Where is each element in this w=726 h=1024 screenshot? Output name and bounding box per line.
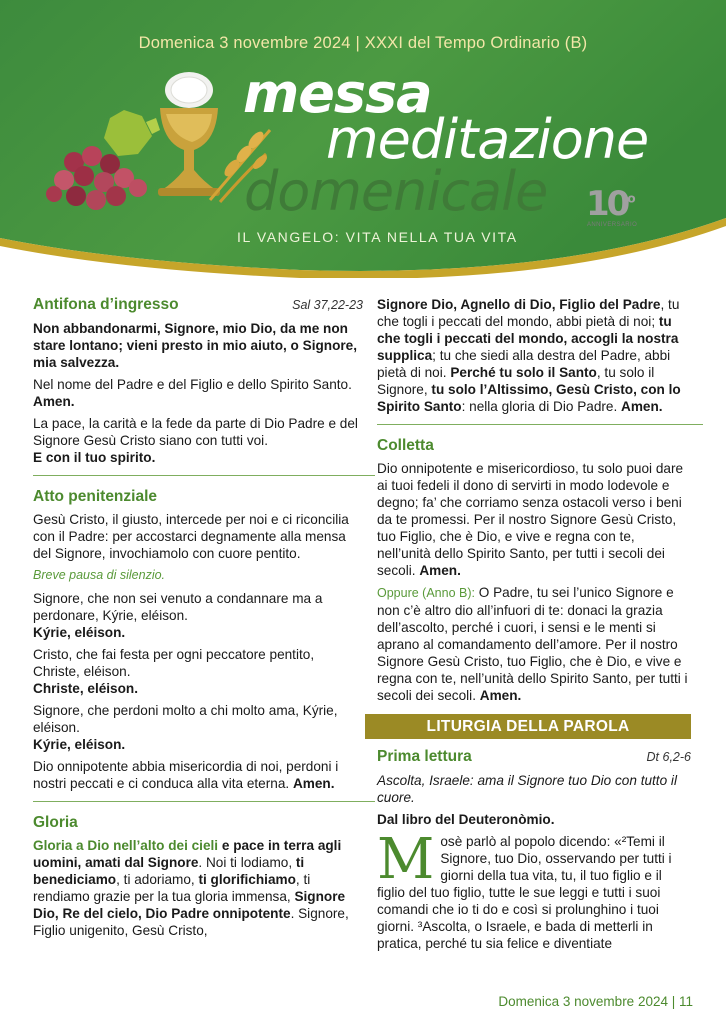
chalice-icon xyxy=(158,72,220,196)
reading-text: Mosè parlò al popolo dicendo: «²Temi il Signore, tuo Dio, osservando per tutti i giorni della tua vita, tu, il tuo figlio e il figlio del tuo figlio, tutte le sue leggi e tutti i suoi comandi che io ti do e così si prolunghino i tuoi giorni. ³Ascolta, o Israele, e bada di metterli in pratica, perché tu sia felice e diventiate xyxy=(377,827,672,951)
page-footer: Domenica 3 novembre 2024 | 11 xyxy=(498,994,693,1009)
masthead xyxy=(0,0,726,278)
logo-word-domenicale: domenicale xyxy=(244,160,548,223)
left-column xyxy=(33,296,363,944)
section-divider xyxy=(377,424,703,425)
gloria-text: Gloria a Dio nell’alto dei cieli e pace in terra agli uomini, amati dal Signore. Noi ti lodiamo, ti benediciamo, ti adoriamo, ti glorifichiamo, ti rendiamo grazie per la tua gloria immensa, Signore Dio, Re del cielo, Dio Padre onnipotente. Signore, Figlio unigenito, Gesù Cristo, xyxy=(33,838,349,938)
section-title: Prima lettura xyxy=(377,748,472,765)
silence-note: Breve pausa di silenzio. xyxy=(33,568,166,582)
section-title: Atto penitenziale xyxy=(33,488,158,505)
section-header-colletta xyxy=(377,437,691,454)
gloria-text-continued: Signore Dio, Agnello di Dio, Figlio del Padre, tu che togli i peccati del mondo, abbi pietà di noi; tu che togli i peccati del mondo, accogli la nostra supplica; tu che siedi alla destra del Padre, abbi pietà di noi. Perché tu solo il Santo, tu solo il Signore, tu solo l’Altissimo, Gesù Cristo, con lo Spirito Santo: nella gloria di Dio Padre. Amen. xyxy=(377,297,681,414)
section-header-atto xyxy=(33,488,363,505)
reading-source: Dal libro del Deuteronòmio. xyxy=(377,812,555,827)
liturgia-band: LITURGIA DELLA PAROLA xyxy=(365,714,691,739)
greeting-response: E con il tuo spirito. xyxy=(33,450,156,465)
atto-intro: Gesù Cristo, il giusto, intercede per noi e ci riconcilia con il Padre: per accostarci degnamente alla mensa del Signore, invochiamolo con cuore pentito. xyxy=(33,512,349,561)
colletta-text: Dio onnipotente e misericordioso, tu solo puoi dare ai tuoi fedeli il dono di servirti in modo lodevole e degno; fa’ che corriamo senza ostacoli verso i beni da te promessi. Per il nostro Signore Gesù Cristo, tuo Figlio, che è Dio, e vive e regna con te, nell’unità dello Spirito Santo, per tutti i secoli dei secoli. Amen. xyxy=(377,461,684,578)
date-line: Domenica 3 novembre 2024 | XXXI del Tempo Ordinario (B) xyxy=(138,34,588,52)
anniversary-number: 10$^o$ xyxy=(586,184,633,224)
scripture-reference: Dt 6,2-6 xyxy=(646,750,691,764)
section-divider xyxy=(33,475,375,476)
response: Kýrie, eléison. xyxy=(33,737,126,752)
reading-subtitle: Ascolta, Israele: ama il Signore tuo Dio con tutto il cuore. xyxy=(377,773,677,805)
logo-word-meditazione: meditazione xyxy=(326,108,649,171)
section-header-antifona xyxy=(33,296,363,314)
anniversary-badge xyxy=(586,184,644,234)
scripture-reference: Sal 37,22-23 xyxy=(292,298,363,312)
section-header-prima-lettura xyxy=(377,748,691,766)
logo-word-messa: messa xyxy=(243,62,432,125)
drop-cap: M xyxy=(377,827,435,892)
section-divider xyxy=(33,801,375,802)
section-title: Colletta xyxy=(377,437,434,454)
eucharist-illustration xyxy=(34,70,274,230)
colletta-alternative: Oppure (Anno B): O Padre, tu sei l’unico Signore e non c’è altro dio all’infuori di te: donaci la grazia dell’ascolto, perché i cuori, i sensi e le menti si aprano al comandamento dell’amore. Per il nostro Signore Gesù Cristo, tuo Figlio, che è Dio, e vive e regna con te, nell’unità dello Spirito Santo, per tutti i secoli dei secoli. Amen. xyxy=(377,585,688,703)
greeting: La pace, la carità e la fede da parte di Dio Padre e del Signore Gesù Cristo siano con tutti voi. xyxy=(33,416,358,448)
absolution: Dio onnipotente abbia misericordia di noi, perdoni i nostri peccati e ci conduca alla vita eterna. Amen. xyxy=(33,759,339,791)
section-title: Antifona d’ingresso xyxy=(33,296,179,313)
invocation: Signore, che non sei venuto a condannare ma a perdonare, Kýrie, eléison. xyxy=(33,591,323,623)
anniversary-label: ANNIVERSARIO xyxy=(587,222,638,228)
sign-of-cross: Nel nome del Padre e del Figlio e dello Spirito Santo. Amen. xyxy=(33,377,352,409)
antifona-text: Non abbandonarmi, Signore, mio Dio, da me non stare lontano; vieni presto in mio aiuto, o Signore, mia salvezza. xyxy=(33,321,358,370)
right-column xyxy=(377,296,691,957)
tagline: IL VANGELO: VITA NELLA TUA VITA xyxy=(237,229,518,245)
invocation: Cristo, che fai festa per ogni peccatore pentito, Christe, eléison. xyxy=(33,647,315,679)
grapes-icon xyxy=(46,146,147,210)
section-header-gloria xyxy=(33,814,363,831)
section-title: Gloria xyxy=(33,814,78,831)
grape-leaf-icon xyxy=(104,110,160,156)
response: Kýrie, eléison. xyxy=(33,625,126,640)
response: Christe, eléison. xyxy=(33,681,139,696)
invocation: Signore, che perdoni molto a chi molto ama, Kýrie, eléison. xyxy=(33,703,338,735)
